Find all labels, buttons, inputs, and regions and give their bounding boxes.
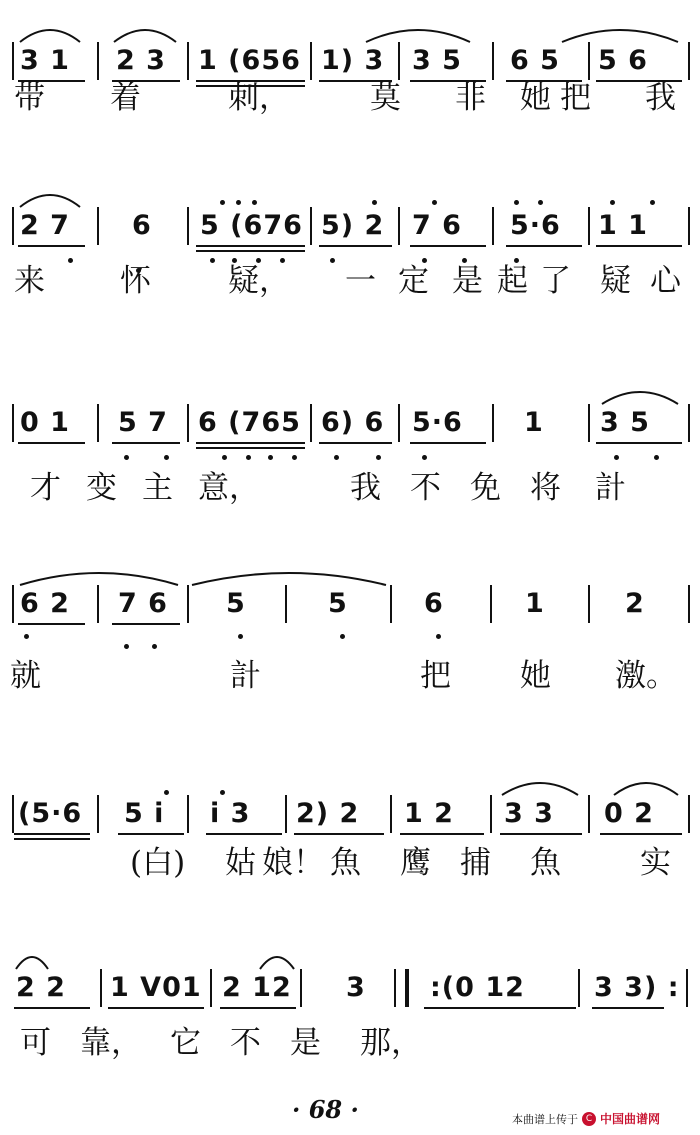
slur-mark [258,951,296,971]
bar-line [390,795,392,833]
lyric-char: 一 [345,263,376,299]
site-name: 中国曲谱网 [600,1112,661,1126]
lyric-char: 激。 [615,658,677,694]
octave-dot [292,455,297,460]
slur-mark [500,777,580,797]
bar-line [588,207,590,245]
lyric-char: 計 [230,658,261,694]
octave-dot [538,200,543,205]
bar-line [688,42,690,80]
measure-notes: 3 1 [20,45,70,76]
beam-underline [596,245,682,247]
bar-line [187,207,189,245]
lyric-char: 是 [290,1025,321,1061]
slur-mark [600,386,680,406]
beam-underline [400,833,484,835]
measure-notes: 3 3) : [594,972,680,1003]
measure-notes: 2 7 [20,210,70,241]
measure-notes: 3 [346,972,366,1003]
lyric-char: 了 [540,263,571,299]
bar-line [97,42,99,80]
bar-line [187,795,189,833]
lyric-char: 不 [410,470,441,506]
bar-line [310,404,312,442]
measure-notes: 5 [226,588,246,619]
octave-dot [124,644,129,649]
beam-underline [112,442,180,444]
lyric-char: 实 [640,845,671,881]
bar-line [398,207,400,245]
site-logo-icon: C [582,1112,596,1126]
beam-underline-second [14,838,90,840]
beam-underline [424,1007,576,1009]
beam-underline [600,833,682,835]
octave-dot [340,634,345,639]
lyric-char: 捕 [460,845,491,881]
bar-line [285,585,287,623]
beam-underline-second [196,250,305,252]
measure-notes: 5) 2 [321,210,385,241]
measure-notes: 5·6 [510,210,561,241]
slur-mark [364,24,472,44]
lyric-char: 她 [520,658,551,694]
beam-underline [14,1007,90,1009]
lyric-char: 靠， [80,1025,142,1061]
lyric-char: 鹰 [400,845,431,881]
bar-line [588,404,590,442]
beam-underline [294,833,384,835]
lyric-char: 才 [30,470,61,506]
bar-line [492,404,494,442]
lyric-char: 主 [142,470,173,506]
beam-underline [410,442,486,444]
measure-notes: 6 (765 [198,407,301,438]
bar-line [688,207,690,245]
octave-dot [152,644,157,649]
measure-notes: 6 [424,588,444,619]
bar-line [588,42,590,80]
beam-underline [196,245,305,247]
lyric-char: 魚 [330,845,361,881]
page-number: · 68 · [292,1095,359,1124]
lyric-char: 娘！ [262,845,324,881]
lyric-char: 可 [20,1025,51,1061]
measure-notes: 3 5 [412,45,462,76]
octave-dot [236,200,241,205]
beam-underline [18,245,85,247]
lyric-char: 疑， [228,263,290,299]
lyric-char: 就 [10,658,41,694]
bar-line [688,404,690,442]
upload-note: 本曲谱上传于 [512,1112,578,1126]
octave-dot [614,455,619,460]
measure-notes: 5 (676 [200,210,303,241]
bar-line [300,969,302,1007]
lyric-char: 是 [452,263,483,299]
measure-notes: 2) 2 [296,798,360,829]
bar-line [285,795,287,833]
bar-line [12,795,14,833]
bar-line [398,42,400,80]
octave-dot [268,455,273,460]
lyric-char: 刺， [228,80,290,116]
octave-dot [252,200,257,205]
octave-dot [432,200,437,205]
octave-dot [220,790,225,795]
measure-notes: 2 12 [222,972,292,1003]
octave-dot [124,455,129,460]
beam-underline [118,833,184,835]
bar-line [187,585,189,623]
measure-notes: 7 6 [412,210,462,241]
lyric-char: 我 [350,470,381,506]
measure-notes: 2 3 [116,45,166,76]
bar-line [310,42,312,80]
octave-dot [376,455,381,460]
beam-underline [319,245,392,247]
lyric-char: 莫 [370,80,401,116]
octave-dot [210,258,215,263]
octave-dot [334,455,339,460]
measure-notes: 0 1 [20,407,70,438]
measure-notes: 6) 6 [321,407,385,438]
slur-mark [14,951,50,971]
beam-underline [506,245,582,247]
measure-notes: i 3 [210,798,251,829]
beam-underline [196,442,305,444]
lyric-char: (白) [130,845,186,881]
lyric-char: 意， [198,470,260,506]
beam-underline [592,1007,664,1009]
lyric-char: 那， [360,1025,422,1061]
repeat-bar-line [405,969,409,1007]
beam-underline [206,833,282,835]
bar-line [310,207,312,245]
octave-dot [222,455,227,460]
measure-notes: 1 1 [598,210,648,241]
lyric-char: 魚 [530,845,561,881]
measure-notes: 7 6 [118,588,168,619]
bar-line [394,969,396,1007]
beam-underline [18,442,85,444]
octave-dot [164,455,169,460]
bar-line [187,42,189,80]
bar-line [97,585,99,623]
measure-notes: 1 [525,588,545,619]
measure-notes: 2 2 [16,972,66,1003]
lyric-char: 姑 [225,845,256,881]
slur-mark [560,24,680,44]
octave-dot [220,200,225,205]
bar-line [12,585,14,623]
lyric-char: 将 [530,470,561,506]
bar-line [390,585,392,623]
octave-dot [238,634,243,639]
lyric-char: 疑 [600,263,631,299]
octave-dot [372,200,377,205]
lyric-char: 带 [14,80,45,116]
lyric-char: 免 [470,470,501,506]
bar-line [97,795,99,833]
lyric-char: 来 [14,263,45,299]
slur-mark [112,24,178,44]
beam-underline [108,1007,204,1009]
lyric-char: 計 [595,470,626,506]
beam-underline-second [196,447,305,449]
octave-dot [24,634,29,639]
octave-dot [514,200,519,205]
beam-underline [112,623,180,625]
measure-notes: 1 V01 [110,972,202,1003]
measure-notes: 5·6 [412,407,463,438]
measure-notes: 3 5 [600,407,650,438]
measure-notes: 1 (656 [198,45,301,76]
measure-notes: :(0 12 [430,972,525,1003]
beam-underline [500,833,582,835]
measure-notes: 5 [328,588,348,619]
beam-underline [220,1007,296,1009]
octave-dot [68,258,73,263]
lyric-char: 不 [230,1025,261,1061]
bar-line [100,969,102,1007]
beam-underline [18,623,85,625]
measure-notes: 3 3 [504,798,554,829]
bar-line [588,585,590,623]
bar-line [578,969,580,1007]
lyric-char: 把 [420,658,451,694]
bar-line [97,404,99,442]
bar-line [210,969,212,1007]
measure-notes: 6 [132,210,152,241]
bar-line [97,207,99,245]
octave-dot [246,455,251,460]
measure-notes: 1 2 [404,798,454,829]
lyric-char: 定 [398,263,429,299]
measure-notes: 0 2 [604,798,654,829]
slur-mark [190,567,388,587]
measure-notes: 1 [524,407,544,438]
bar-line [492,42,494,80]
measure-notes: 6 5 [510,45,560,76]
octave-dot [422,455,427,460]
lyric-char: 它 [170,1025,201,1061]
lyric-char: 非 [455,80,486,116]
slur-mark [18,24,82,44]
lyric-char: 着 [110,80,141,116]
measure-notes: 1) 3 [321,45,385,76]
octave-dot [650,200,655,205]
slur-mark [18,189,82,209]
octave-dot [654,455,659,460]
bar-line [686,969,688,1007]
beam-underline [596,442,682,444]
lyric-char: 变 [86,470,117,506]
octave-dot [436,634,441,639]
bar-line [12,42,14,80]
octave-dot [164,790,169,795]
measure-notes: 2 [625,588,645,619]
lyric-char: 我 [645,80,676,116]
bar-line [12,207,14,245]
footer-watermark [512,1110,660,1127]
bar-line [492,207,494,245]
octave-dot [610,200,615,205]
bar-line [490,795,492,833]
bar-line [12,404,14,442]
slur-mark [612,777,680,797]
bar-line [490,585,492,623]
octave-dot [330,258,335,263]
lyric-char: 起 [497,263,528,299]
bar-line [187,404,189,442]
lyric-char: 怀 [120,263,151,299]
beam-underline [410,245,486,247]
measure-notes: 5 i [124,798,165,829]
beam-underline [14,833,90,835]
measure-notes: 6 2 [20,588,70,619]
lyric-char: 她 [520,80,551,116]
bar-line [398,404,400,442]
bar-line [588,795,590,833]
bar-line [688,585,690,623]
measure-notes: (5·6 [18,798,83,829]
measure-notes: 5 7 [118,407,168,438]
lyric-char: 把 [560,80,591,116]
slur-mark [18,567,180,587]
measure-notes: 5 6 [598,45,648,76]
beam-underline [319,442,392,444]
lyric-char: 心 [650,263,681,299]
bar-line [688,795,690,833]
